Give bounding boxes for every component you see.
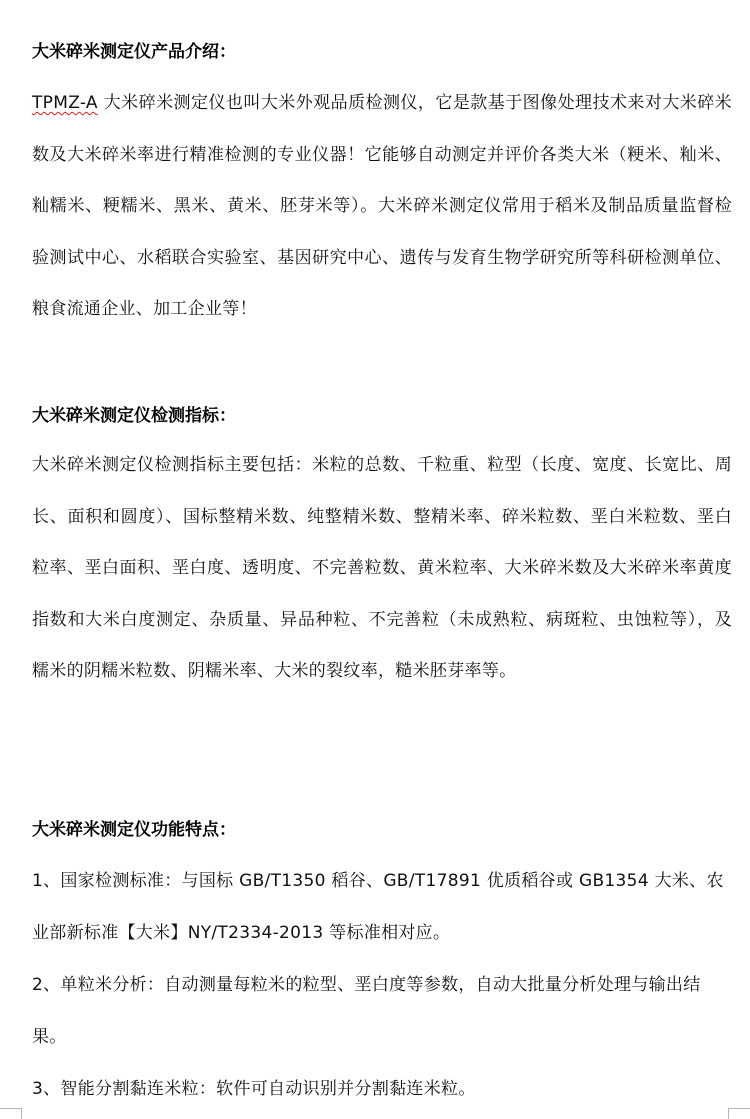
indicators-heading: 大米碎米测定仪检测指标：	[32, 406, 236, 426]
intro-paragraph-text: 大米碎米测定仪也叫大米外观品质检测仪，它是款基于图像处理技术来对大米碎米数及大米碎米率进行精准检测的专业仪器！它能够自动测定并评价各类大米（粳米、籼米、籼糯米、粳糯米、黑米、黄米、胚芽米等）。大米碎米测定仪常用于稻米及制品质量监督检验测试中心、水稻联合实验室、基因研究中心、遗传与发育生物学研究所等科研检测单位、粮食流通企业、加工企业等！	[32, 93, 732, 319]
features-heading: 大米碎米测定仪功能特点：	[32, 820, 236, 840]
intro-paragraph	[32, 78, 732, 336]
feature-item-2: 2、单粒米分析：自动测量每粒米的粒型、垩白度等参数，自动大批量分析处理与输出结果。	[32, 975, 701, 1047]
feature-item-1: 1、国家检测标准：与国标 GB/T1350 稻谷、GB/T17891 优质稻谷或 GB1354 大米、农业部新标准【大米】NY/T2334-2013 等标准相对应。	[32, 871, 724, 943]
page-corner-mark-right	[728, 1108, 750, 1119]
feature-item-3: 3、智能分割黏连米粒：软件可自动识别并分割黏连米粒。	[32, 1079, 476, 1099]
indicators-paragraph: 大米碎米测定仪检测指标主要包括：米粒的总数、千粒重、粒型（长度、宽度、长宽比、周长、面积和圆度）、国标整精米数、纯整精米数、整精米率、碎米粒数、垩白米粒数、垩白粒率、垩白面积、垩白度、透明度、不完善粒数、黄米粒率、大米碎米数及大米碎米率黄度指数和大米白度测定、杂质量、异品种粒、不完善粒（未成熟粒、病斑粒、虫蚀粒等），及糯米的阴糯米粒数、阴糯米率、大米的裂纹率，糙米胚芽率等。	[32, 455, 732, 681]
model-code: TPMZ-A	[32, 93, 98, 113]
page-corner-mark-left	[0, 1108, 22, 1119]
intro-heading: 大米碎米测定仪产品介绍：	[32, 42, 236, 62]
